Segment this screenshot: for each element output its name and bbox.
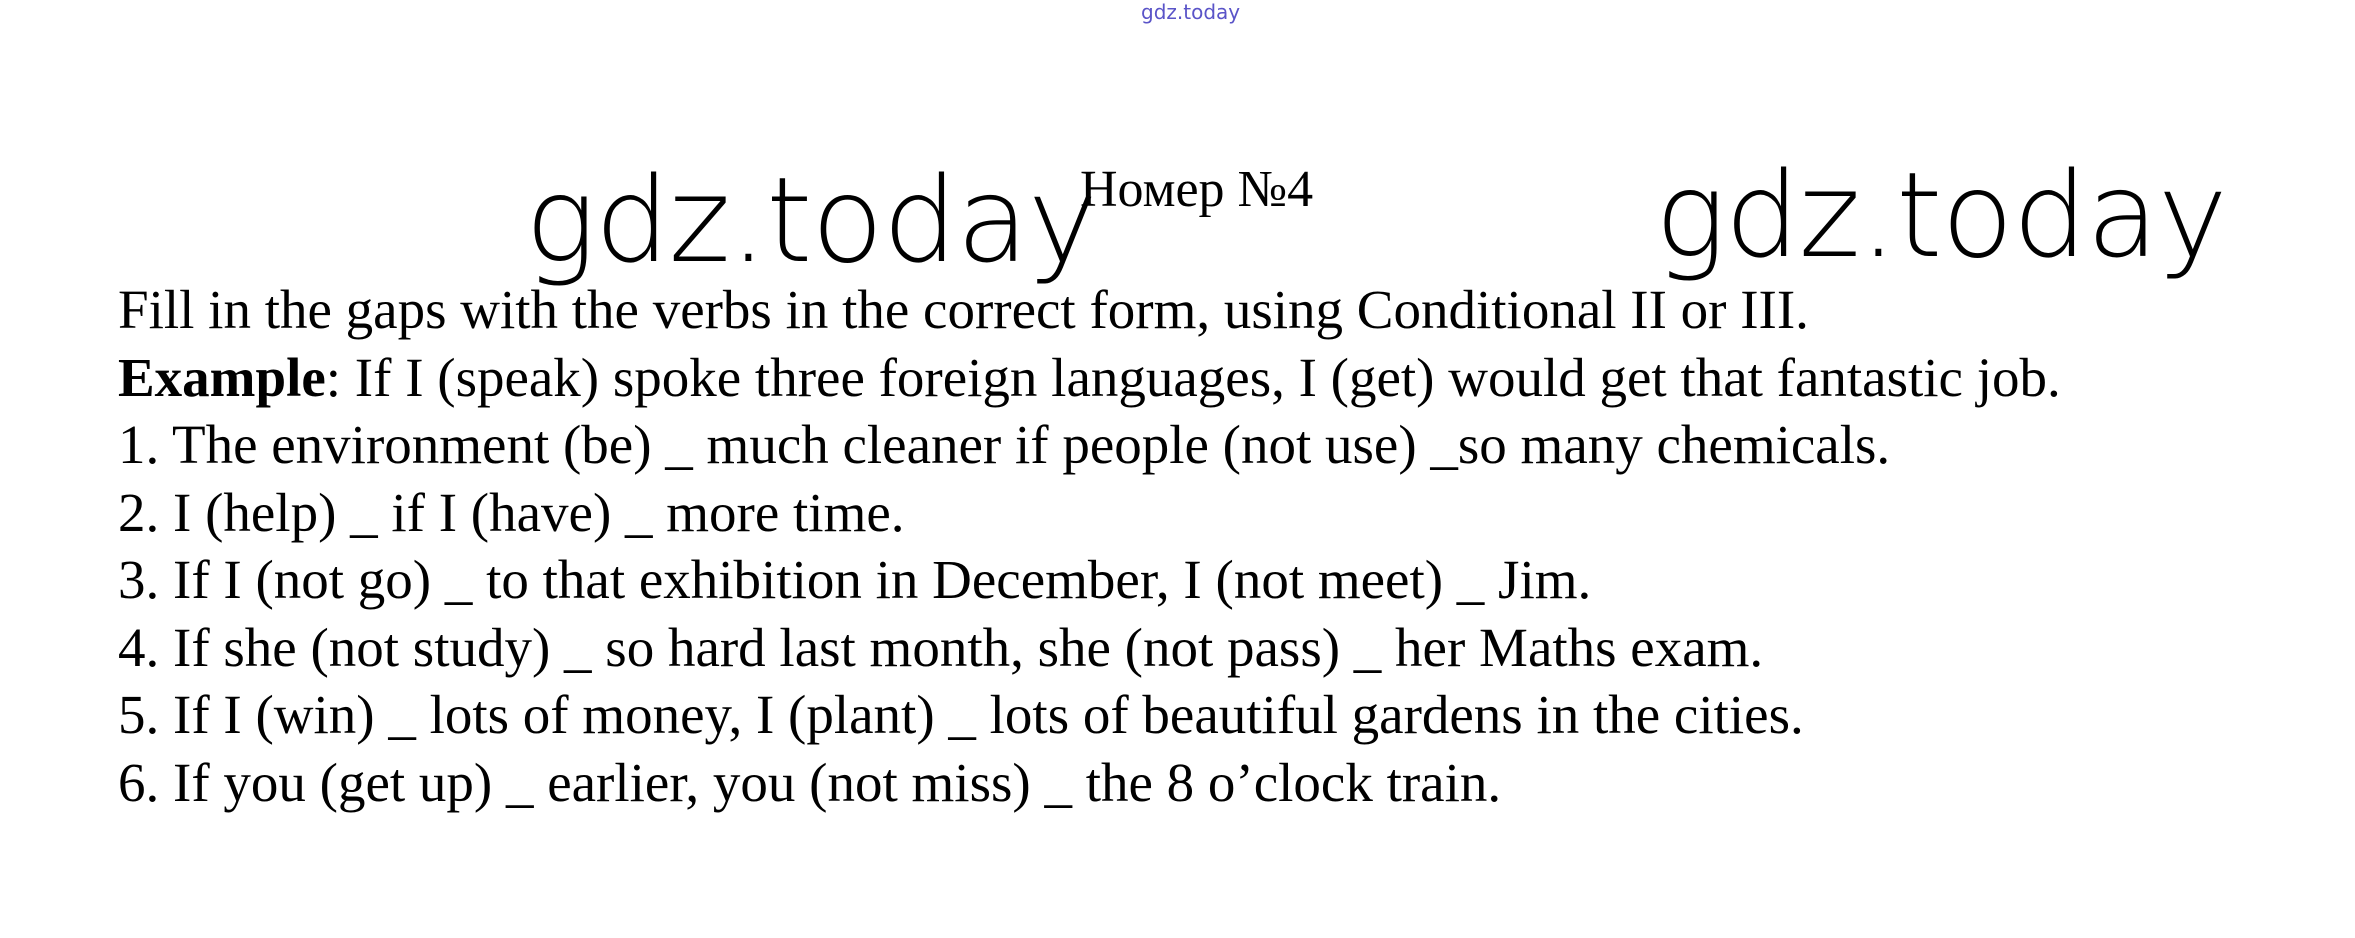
instruction: Fill in the gaps with the verbs in the correct form, using Conditional II or III.: [118, 279, 1809, 340]
top-watermark: gdz.today: [1141, 0, 1241, 24]
exercise-item: 5. If I (win) _ lots of money, I (plant) _ lots of beautiful gardens in the cities.: [118, 684, 1804, 745]
exercise-item: 3. If I (not go) _ to that exhibition in December, I (not meet) _ Jim.: [118, 549, 1592, 610]
watermark-right: gdz.today: [1655, 146, 2227, 284]
example-line: [118, 344, 2061, 412]
example-text: : If I (speak) spoke three foreign languages, I (get) would get that fantastic job.: [325, 346, 2061, 408]
exercise-item: 1. The environment (be) _ much cleaner if people (not use) _so many chemicals.: [118, 414, 1891, 475]
page-title: Номер №4: [1080, 161, 1314, 218]
example-label: Example: [118, 346, 326, 408]
exercise-item: 2. I (help) _ if I (have) _ more time.: [118, 481, 905, 543]
exercise-item: 6. If you (get up) _ earlier, you (not miss) _ the 8 o’clock train.: [118, 751, 1502, 813]
exercise-text: [118, 276, 2061, 816]
exercise-item: 4. If she (not study) _ so hard last month, she (not pass) _ her Maths exam.: [118, 616, 1764, 678]
watermark-left: gdz.today: [525, 151, 1097, 289]
